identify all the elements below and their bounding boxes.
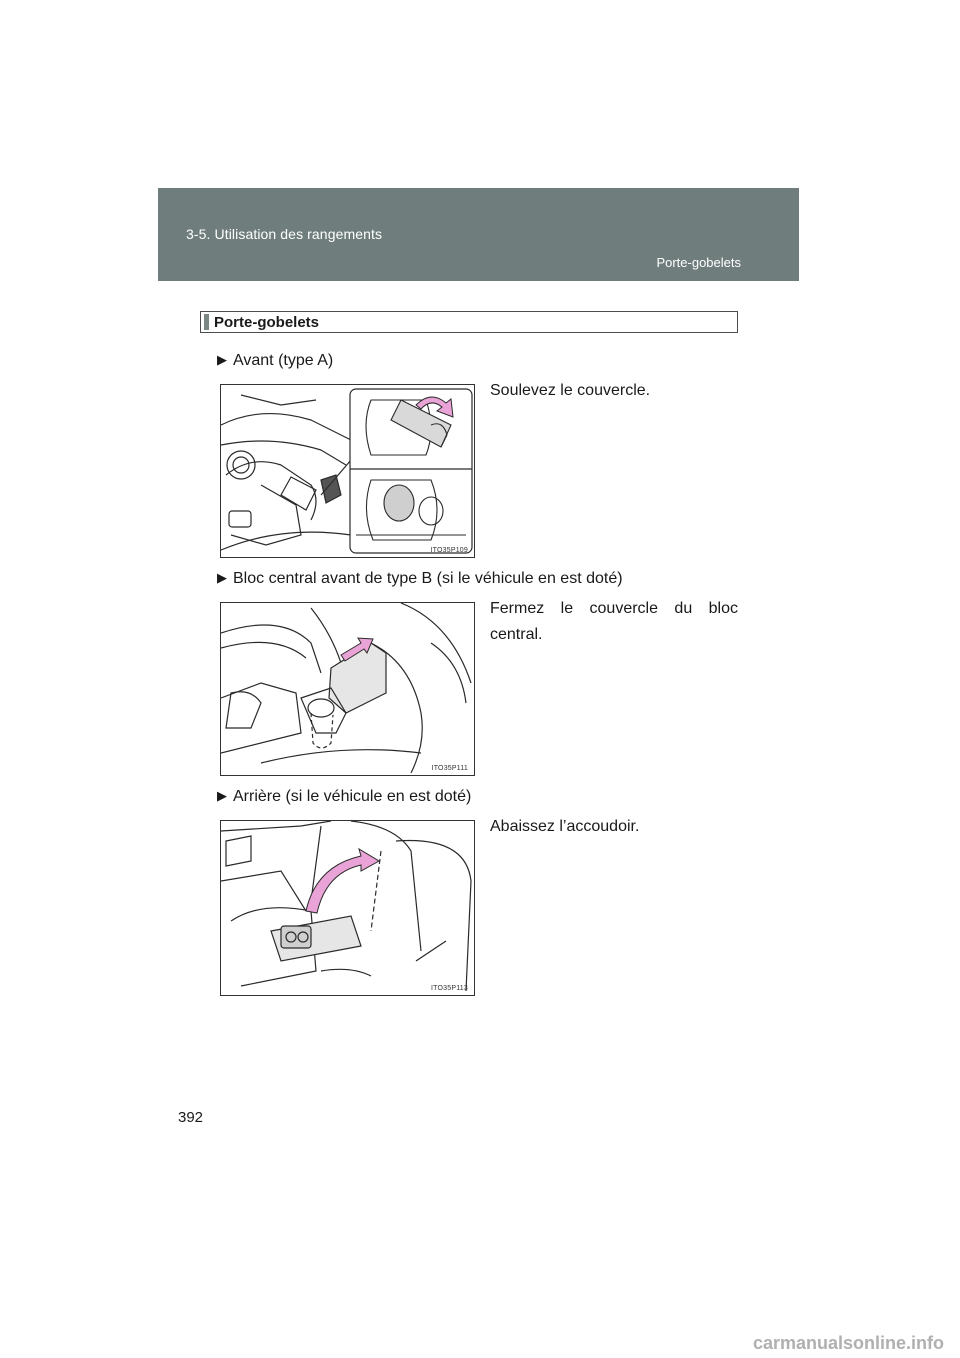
section-heading-box bbox=[200, 311, 738, 333]
page-number: 392 bbox=[178, 1109, 204, 1126]
item-label-text: Bloc central avant de type B (si le véhicule en est doté) bbox=[233, 570, 623, 587]
section-heading: Porte-gobelets bbox=[214, 314, 320, 331]
triangle-bullet-icon: ▶ bbox=[217, 788, 227, 803]
illustration-rear-armrest bbox=[221, 821, 474, 995]
item-description-rear: Abaissez l’accoudoir. bbox=[490, 818, 640, 835]
illustration-center-console bbox=[221, 603, 474, 775]
item-description-front-type-b: Fermez le couvercle du bloc central. bbox=[490, 600, 738, 643]
heading-accent-bar bbox=[204, 314, 209, 330]
figure-code: ITO35P109 bbox=[430, 547, 468, 554]
figure-rear bbox=[220, 820, 475, 996]
illustration-front-cupholder bbox=[221, 385, 474, 557]
figure-front-type-b bbox=[220, 602, 475, 776]
figure-front-type-a bbox=[220, 384, 475, 558]
item-description-front-type-a: Soulevez le couvercle. bbox=[490, 382, 651, 399]
triangle-bullet-icon: ▶ bbox=[217, 352, 227, 367]
watermark: carmanualsonline.info bbox=[752, 1333, 944, 1353]
page-header bbox=[158, 188, 799, 281]
item-label-front-type-b bbox=[217, 570, 623, 588]
triangle-bullet-icon: ▶ bbox=[217, 570, 227, 585]
item-label-text: Arrière (si le véhicule en est doté) bbox=[233, 788, 472, 805]
topic-title: Porte-gobelets bbox=[656, 255, 741, 270]
figure-code: ITO35P111 bbox=[431, 765, 468, 772]
item-label-front-type-a bbox=[217, 352, 333, 370]
item-label-rear bbox=[217, 788, 471, 806]
item-label-text: Avant (type A) bbox=[233, 352, 334, 369]
figure-code: ITO35P113 bbox=[431, 985, 468, 992]
section-title: 3-5. Utilisation des rangements bbox=[186, 226, 383, 242]
